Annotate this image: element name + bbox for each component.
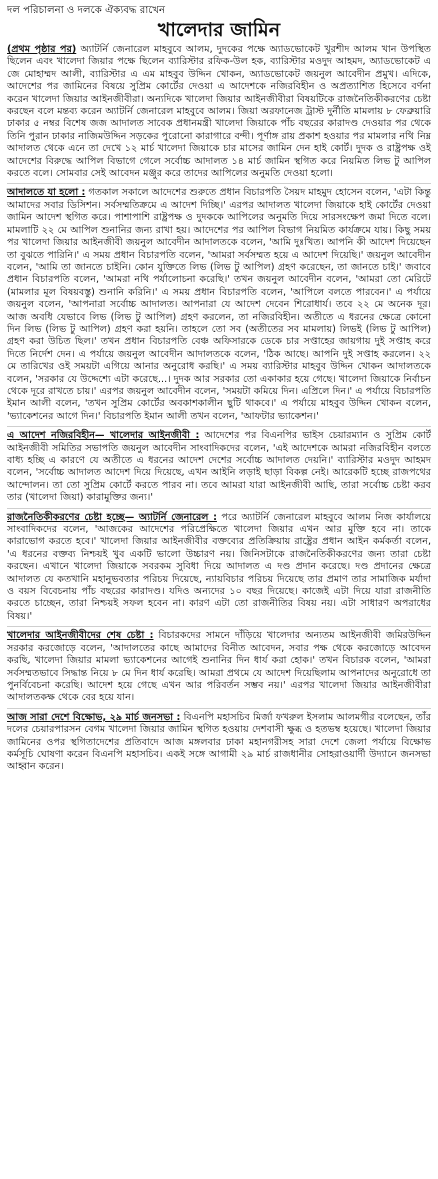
paragraph-kicker: এ আদেশ নজিরবিহীন— খালেদার আইনজীবী : (7, 430, 200, 442)
paragraph-body: আদেশের পর বিএনপির ভাইস চেয়ারম্যান ও সুপ্রিম কোর্ট আইনজীবী সমিতির সভাপতি জয়নুল আবেদীন সাংবাদিকদের বলেন, 'এই আদেশকে আমরা নজিরবিহীন বলতে বাধ্য হচ্ছি এ কারণে যে অতীতে এ ধরনের আদেশ দেশের সর্বোচ্চ আদালত দেয়নি।' ব্যারিস্টার মওদুদ আহমদ বলেন, 'সর্বোচ্চ আদালত আদেশ দিয়ে দিয়েছে, এখন আইনি লড়াই ছাড়া বিকল্প নেই। আরেকটি হচ্ছে রাজপথের আন্দোলন। তা তো সুপ্রিম কোর্টে করতে পারব না। তবে আমরা যারা আইনজীবী আছি, তারা সর্বোচ্চ চেষ্টা করব তার (খালেদা জিয়া) কারামুক্তির জন্য।' (7, 430, 431, 504)
article-paragraph-last-attempt (7, 626, 431, 704)
paragraph-kicker: খালেদার আইনজীবীদের শেষ চেষ্টা : (7, 630, 154, 642)
article-paragraph-lawyer (7, 426, 431, 504)
article-paragraph-attorney-general (7, 508, 431, 624)
paragraph-body: বিএনপি মহাসচিব মির্জা ফখরুল ইসলাম আলমগীর বলেছেন, তাঁর দলের চেয়ারপারসন বেগম খালেদা জিয়ার জামিন স্থগিত হওয়ায় দেশবাসী ক্ষুব্ধ ও হতভম্ব হয়েছে। খালেদা জিয়ার জামিনের ওপর স্থগিতাদেশের প্রতিবাদে আজ মঙ্গলবার ঢাকা মহানগরীসহ সারা দেশে জেলা পর্যায়ে বিক্ষোভ কর্মসূচি ঘোষণা করেন বিএনপি মহাসচিব। একই সঙ্গে আগামী ২৯ মার্চ রাজধানীর সোহরাওয়ার্দী উদ্যানে জনসভা আহ্বান করেন। (7, 711, 431, 773)
paragraph-kicker: আদালতে যা হলো : (7, 187, 86, 199)
paragraph-kicker: (প্রথম পৃষ্ঠার পর) (7, 44, 77, 55)
paragraph-kicker: আজ সারা দেশে বিক্ষোভ, ২৯ মার্চ জনসভা : (7, 711, 181, 723)
article-paragraph-court (7, 183, 431, 423)
paragraph-body: অ্যাটর্নি জেনারেল মাহবুবে আলম, দুদকের পক্ষে অ্যাডভোকেট খুরশীদ আলম খান উপস্থিত ছিলেন এবং খালেদা জিয়ার পক্ষে ছিলেন ব্যারিস্টার রফিক-উল হক, ব্যারিস্টার মওদুদ আহমদ, অ্যাডভোকেট এ জে মোহাম্মদ আলী, ব্যারিস্টার এ এম মাহবুব উদ্দিন খোকন, অ্যাডভোকেট জয়নুল আবেদীন প্রমুখ। এদিকে, আদেশের পর জামিনের বিষয়ে সুপ্রিম কোর্টের দেওয়া এ আদেশকে নজিরবিহীন ও অপ্রত্যাশিত হিসেবে বর্ণনা করেন খালেদা জিয়ার আইনজীবীরা। অন্যদিকে খালেদা জিয়ার আইনজীবীরা বিষয়টিকে রাজনৈতিকীকরণের চেষ্টা করছেন বলে মন্তব্য করেন অ্যাটর্নি জেনারেল মাহবুবে আলম। জিয়া অরফানেজ ট্রাস্ট দুর্নীতি মামলায় ৮ ফেব্রুয়ারি ঢাকার ৫ নম্বর বিশেষ জজ আদালত সাবেক প্রধানমন্ত্রী খালেদা জিয়াকে পাঁচ বছরের কারাদণ্ড দেওয়ার পর থেকে তিনি পুরান ঢাকার নাজিমউদ্দিন সড়কের পুরোনো কারাগারে বন্দী। পূর্ণাঙ্গ রায় প্রকাশ হওয়ার পর মামলার নথি নিম্ন আদালত থেকে এনে তা দেখে ১২ মার্চ খালেদা জিয়াকে চার মাসের জামিন দেন হাই কোর্ট। দুদক ও রাষ্ট্রপক্ষ ওই আদেশের বিরুদ্ধে আপিল বিভাগে গেলে সর্বোচ্চ আদালত ১৪ মার্চ জামিন স্থগিত করে নিয়মিত লিভ টু আপিল করতে বলে। সোমবার সেই আবেদন মঞ্জুর করে তাদের আপিলের অনুমতি দেওয়া হলো। (7, 44, 432, 180)
article-headline: খালেদার জামিন (157, 19, 281, 41)
paragraph-body: পরে অ্যাটর্নি জেনারেল মাহবুবে আলম নিজ কার্যালয়ে সাংবাদিকদের বলেন, 'আজকের আদেশের পরিপ্রেক্ষিতে খালেদা জিয়ার এখন আর মুক্তি হবে না। তাকে কারাভোগ করতে হবে।' খালেদা জিয়ার আইনজীবীর বক্তব্যের প্রতিক্রিয়ায় রাষ্ট্রের প্রধান আইন কর্মকর্তা বলেন, 'এ ধরনের বক্তব্য নিশ্চয়ই খুব একটি ভালো উচ্চারণ নয়। জিনিসটাকে রাজনৈতিকীকরণের জন্য তারা চেষ্টা করছেন। এখানে খালেদা জিয়াকে সবরকম সুবিধা দিয়ে আদালত এ দণ্ড প্রদান করেছে। দণ্ড প্রদানের ক্ষেত্রে আদালত যে কতখানি মহানুভবতার পরিচয় দিয়েছে, ন্যায়বিচার পরিচয় দিয়েছে তার প্রমাণ তার সামাজিক মর্যাদা ও বয়স বিবেচনায় পাঁচ বছরের কারাদণ্ড। যদিও অন্যদের ১০ বছর দিয়েছে। কাজেই এটা দিয়ে যারা রাজনীতি করতে চাচ্ছেন, তারা নিশ্চয়ই সফল হবেন না। কারণ এটা তো রাজনীতির বিষয় নয়। এটা সাধারণ অপরাধের বিষয়।' (7, 511, 431, 622)
previous-article-tail: দল পরিচালনা ও দলকে ঐক্যবদ্ধ রাখেন (7, 5, 166, 16)
paragraph-kicker: রাজনৈতিকীকরণের চেষ্টা হচ্ছে— অ্যাটর্নি জেনারেল : (7, 511, 217, 523)
article-paragraph-continuation (7, 44, 431, 180)
article-paragraph-protest (7, 708, 431, 774)
paragraph-body: গতকাল সকালে আদেশের শুরুতে প্রধান বিচারপতি সৈয়দ মাহমুদ হোসেন বলেন, 'এটা কিন্তু আমাদের সবার ডিসিশন। সর্বসম্মতিক্রমে এ আদেশ দিচ্ছি।' এরপর আদালত খালেদা জিয়াকে হাই কোর্টের দেওয়া জামিন আদেশ স্থগিত করে। পাশাপাশি রাষ্ট্রপক্ষ ও দুদককে আপিলের অনুমতি দিয়ে সারসংক্ষেপ জমা দিতে বলে। মামলাটি ২২ মে আপিল শুনানির জন্য রাখা হয়। আদেশের পর আপিল বিভাগ নিয়মিত কার্যক্রমে যায়। কিছু সময় পর খালেদা জিয়ার আইনজীবী জয়নুল আবেদীন আদালতকে বলেন, 'আমি দুঃখিত। আপনি কী আদেশ দিয়েছেন তা বুঝতে পারিনি।' এ সময় প্রধান বিচারপতি বলেন, 'আমরা সর্বসম্মত হয়ে এ আদেশ দিয়েছি।' জয়নুল আবেদীন বলেন, 'আমি তা জানতে চাইনি। কোন যুক্তিতে লিভ (লিভ টু আপিল) গ্রহণ করেছেন, তা জানতে চাই।' জবাবে প্রধান বিচারপতি বলেন, 'আমরা নথি পর্যালোচনা করেছি।' তখন জয়নুল আবেদীন বলেন, 'আমরা তো মেরিটে (মামলার মূল বিষয়বস্তু) শুনানি করিনি।' এ সময় প্রধান বিচারপতি বলেন, 'আপিলে বলতে পারবেন।' এ পর্যায়ে জয়নুল বলেন, 'আপনারা সর্বোচ্চ আদালত। আপনারা যে আদেশ দেবেন শিরোধার্য। তবে ২২ মে অনেক দূর। আজ অবধি যেভাবে লিভ (লিভ টু আপিল) গ্রহণ করলেন, তা নজিরবিহীন। অতীতে এ ধরনের ক্ষেত্রে কোনো দিন লিভ (লিভ টু আপিল) গ্রহণ করা হয়নি। তাহলে তো সব (অতীতের সব মামলায়) লিভই (লিভ টু আপিল) গ্রহণ করা উচিত ছিল।' তখন প্রধান বিচারপতি বেঞ্চ অফিসারকে ডেকে চার সপ্তাহের জায়গায় দুই সপ্তাহ করে দিতে নির্দেশ দেন। এ পর্যায়ে জয়নুল আবেদীন আদালতকে বলেন, 'ঠিক আছে। আপনি দুই সপ্তাহ করলেন। ২২ মে তারিখের ওই সময়টা এগিয়ে আনার অনুরোধ করছি।' এ সময় ব্যারিস্টার মাহবুব উদ্দিন খোকন আদালতকে বলেন, 'সরকার যে উদ্দেশ্যে এটা করেছে...। দুদক আর সরকার তো একাকার হয়ে গেছে। খালেদা জিয়াকে নির্বাচন থেকে দূরে রাখতে চায়।' এরপর জয়নুল আবেদীন বলেন, 'সময়টা কমিয়ে দিন। এপ্রিলে দিন।' এ পর্যায়ে বিচারপতি ইমান আলী বলেন, 'তখন সুপ্রিম কোর্টের অবকাশকালীন ছুটি থাকবে।' এ পর্যায়ে মাহবুব উদ্দিন খোকন বলেন, 'ভ্যাকেশনের আগে দিন।' বিচারপতি ইমান আলী তখন বলেন, 'আফটার ভ্যাকেশন।' (7, 187, 431, 422)
paragraph-body: বিচারকদের সামনে দাঁড়িয়ে খালেদার অন্যতম আইনজীবী জমিরউদ্দিন সরকার করজোড়ে বলেন, 'আদালতের কাছে আমাদের বিনীত আবেদন, সবার পক্ষ থেকে করজোড়ে আবেদন করছি, খালেদা জিয়ার মামলা ভ্যাকেশনের আগেই শুনানির দিন ধার্য করা হোক।' তখন বিচারক বলেন, 'আমরা সর্বসম্মতভাবে সিদ্ধান্ত নিয়ে ৮ মে দিন ধার্য করেছি। আমরা প্রথমে যে আদেশ দিয়েছিলাম আপনাদের অনুরোধে তা পুনর্বিবেচনা করেছি। আদেশ হয়ে গেছে এখন আর পরিবর্তন সম্ভব নয়।' এরপর খালেদা জিয়ার আইনজীবীরা আদালতকক্ষ থেকে বের হয়ে যান। (7, 630, 432, 704)
